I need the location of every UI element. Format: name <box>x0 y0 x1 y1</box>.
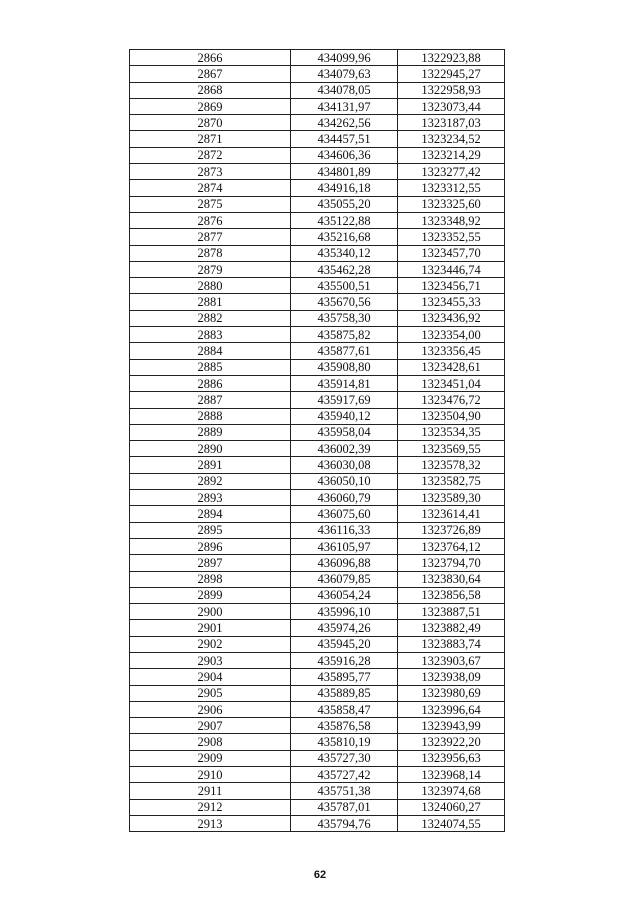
table-row <box>130 522 505 538</box>
point-number-cell: 2870 <box>130 115 291 131</box>
y-coordinate-cell: 1323428,61 <box>398 359 505 375</box>
x-coordinate-cell: 435908,80 <box>291 359 398 375</box>
x-coordinate-cell: 435500,51 <box>291 278 398 294</box>
y-coordinate-cell: 1322958,93 <box>398 82 505 98</box>
table-row <box>130 734 505 750</box>
y-coordinate-cell: 1323968,14 <box>398 767 505 783</box>
table-row <box>130 359 505 375</box>
y-coordinate-cell: 1323974,68 <box>398 783 505 799</box>
coordinates-table <box>129 49 505 832</box>
y-coordinate-cell: 1323882,49 <box>398 620 505 636</box>
table-row <box>130 82 505 98</box>
point-number-cell: 2909 <box>130 750 291 766</box>
x-coordinate-cell: 434606,36 <box>291 147 398 163</box>
y-coordinate-cell: 1323582,75 <box>398 473 505 489</box>
point-number-cell: 2913 <box>130 815 291 831</box>
point-number-cell: 2885 <box>130 359 291 375</box>
table-row <box>130 278 505 294</box>
table-row <box>130 587 505 603</box>
point-number-cell: 2875 <box>130 196 291 212</box>
y-coordinate-cell: 1323073,44 <box>398 98 505 114</box>
point-number-cell: 2889 <box>130 424 291 440</box>
point-number-cell: 2891 <box>130 457 291 473</box>
point-number-cell: 2905 <box>130 685 291 701</box>
x-coordinate-cell: 435810,19 <box>291 734 398 750</box>
x-coordinate-cell: 434457,51 <box>291 131 398 147</box>
x-coordinate-cell: 436060,79 <box>291 490 398 506</box>
y-coordinate-cell: 1323456,71 <box>398 278 505 294</box>
y-coordinate-cell: 1322945,27 <box>398 66 505 82</box>
x-coordinate-cell: 434099,96 <box>291 50 398 66</box>
x-coordinate-cell: 436116,33 <box>291 522 398 538</box>
point-number-cell: 2869 <box>130 98 291 114</box>
point-number-cell: 2886 <box>130 375 291 391</box>
x-coordinate-cell: 435794,76 <box>291 815 398 831</box>
table-row <box>130 652 505 668</box>
point-number-cell: 2901 <box>130 620 291 636</box>
point-number-cell: 2878 <box>130 245 291 261</box>
x-coordinate-cell: 436030,08 <box>291 457 398 473</box>
y-coordinate-cell: 1323883,74 <box>398 636 505 652</box>
y-coordinate-cell: 1323457,70 <box>398 245 505 261</box>
y-coordinate-cell: 1323354,00 <box>398 327 505 343</box>
table-row <box>130 261 505 277</box>
y-coordinate-cell: 1323234,52 <box>398 131 505 147</box>
point-number-cell: 2895 <box>130 522 291 538</box>
point-number-cell: 2884 <box>130 343 291 359</box>
x-coordinate-cell: 435727,42 <box>291 767 398 783</box>
point-number-cell: 2904 <box>130 669 291 685</box>
x-coordinate-cell: 435974,26 <box>291 620 398 636</box>
point-number-cell: 2906 <box>130 701 291 717</box>
x-coordinate-cell: 435895,77 <box>291 669 398 685</box>
x-coordinate-cell: 436054,24 <box>291 587 398 603</box>
table-row <box>130 701 505 717</box>
table-row <box>130 457 505 473</box>
point-number-cell: 2893 <box>130 490 291 506</box>
x-coordinate-cell: 435055,20 <box>291 196 398 212</box>
y-coordinate-cell: 1323476,72 <box>398 392 505 408</box>
table-row <box>130 343 505 359</box>
table-row <box>130 783 505 799</box>
table-row <box>130 294 505 310</box>
table-row <box>130 604 505 620</box>
table-row <box>130 327 505 343</box>
y-coordinate-cell: 1323956,63 <box>398 750 505 766</box>
y-coordinate-cell: 1323726,89 <box>398 522 505 538</box>
point-number-cell: 2880 <box>130 278 291 294</box>
table-row <box>130 245 505 261</box>
y-coordinate-cell: 1323856,58 <box>398 587 505 603</box>
y-coordinate-cell: 1323214,29 <box>398 147 505 163</box>
y-coordinate-cell: 1323996,64 <box>398 701 505 717</box>
x-coordinate-cell: 435877,61 <box>291 343 398 359</box>
point-number-cell: 2899 <box>130 587 291 603</box>
x-coordinate-cell: 435996,10 <box>291 604 398 620</box>
y-coordinate-cell: 1322923,88 <box>398 50 505 66</box>
table-row <box>130 50 505 66</box>
x-coordinate-cell: 435940,12 <box>291 408 398 424</box>
point-number-cell: 2876 <box>130 212 291 228</box>
x-coordinate-cell: 435945,20 <box>291 636 398 652</box>
y-coordinate-cell: 1323794,70 <box>398 555 505 571</box>
x-coordinate-cell: 435958,04 <box>291 424 398 440</box>
x-coordinate-cell: 435875,82 <box>291 327 398 343</box>
x-coordinate-cell: 436075,60 <box>291 506 398 522</box>
x-coordinate-cell: 435876,58 <box>291 718 398 734</box>
x-coordinate-cell: 435916,28 <box>291 652 398 668</box>
y-coordinate-cell: 1323352,55 <box>398 229 505 245</box>
point-number-cell: 2881 <box>130 294 291 310</box>
x-coordinate-cell: 435787,01 <box>291 799 398 815</box>
table-row <box>130 815 505 831</box>
table-row <box>130 212 505 228</box>
point-number-cell: 2912 <box>130 799 291 815</box>
table-row <box>130 490 505 506</box>
y-coordinate-cell: 1323943,99 <box>398 718 505 734</box>
point-number-cell: 2894 <box>130 506 291 522</box>
x-coordinate-cell: 436105,97 <box>291 538 398 554</box>
table-row <box>130 196 505 212</box>
point-number-cell: 2868 <box>130 82 291 98</box>
table-row <box>130 310 505 326</box>
point-number-cell: 2882 <box>130 310 291 326</box>
y-coordinate-cell: 1323980,69 <box>398 685 505 701</box>
x-coordinate-cell: 435462,28 <box>291 261 398 277</box>
point-number-cell: 2879 <box>130 261 291 277</box>
x-coordinate-cell: 435340,12 <box>291 245 398 261</box>
table-row <box>130 424 505 440</box>
table-row <box>130 441 505 457</box>
table-row <box>130 115 505 131</box>
y-coordinate-cell: 1323578,32 <box>398 457 505 473</box>
point-number-cell: 2866 <box>130 50 291 66</box>
table-row <box>130 571 505 587</box>
y-coordinate-cell: 1323187,03 <box>398 115 505 131</box>
point-number-cell: 2908 <box>130 734 291 750</box>
table-row <box>130 147 505 163</box>
point-number-cell: 2910 <box>130 767 291 783</box>
table-row <box>130 229 505 245</box>
point-number-cell: 2902 <box>130 636 291 652</box>
point-number-cell: 2883 <box>130 327 291 343</box>
y-coordinate-cell: 1323569,55 <box>398 441 505 457</box>
x-coordinate-cell: 436002,39 <box>291 441 398 457</box>
x-coordinate-cell: 434079,63 <box>291 66 398 82</box>
point-number-cell: 2892 <box>130 473 291 489</box>
x-coordinate-cell: 434262,56 <box>291 115 398 131</box>
point-number-cell: 2898 <box>130 571 291 587</box>
table-row <box>130 685 505 701</box>
x-coordinate-cell: 434131,97 <box>291 98 398 114</box>
table-row <box>130 636 505 652</box>
table-row <box>130 538 505 554</box>
x-coordinate-cell: 436050,10 <box>291 473 398 489</box>
point-number-cell: 2896 <box>130 538 291 554</box>
x-coordinate-cell: 435914,81 <box>291 375 398 391</box>
table-row <box>130 66 505 82</box>
point-number-cell: 2874 <box>130 180 291 196</box>
table-row <box>130 375 505 391</box>
x-coordinate-cell: 434078,05 <box>291 82 398 98</box>
y-coordinate-cell: 1323325,60 <box>398 196 505 212</box>
point-number-cell: 2888 <box>130 408 291 424</box>
y-coordinate-cell: 1323922,20 <box>398 734 505 750</box>
y-coordinate-cell: 1323887,51 <box>398 604 505 620</box>
table-row <box>130 620 505 636</box>
point-number-cell: 2903 <box>130 652 291 668</box>
table-row <box>130 767 505 783</box>
coordinates-table-body <box>130 50 505 832</box>
y-coordinate-cell: 1323830,64 <box>398 571 505 587</box>
x-coordinate-cell: 435727,30 <box>291 750 398 766</box>
point-number-cell: 2887 <box>130 392 291 408</box>
y-coordinate-cell: 1323455,33 <box>398 294 505 310</box>
table-row <box>130 718 505 734</box>
x-coordinate-cell: 435917,69 <box>291 392 398 408</box>
x-coordinate-cell: 436096,88 <box>291 555 398 571</box>
point-number-cell: 2867 <box>130 66 291 82</box>
y-coordinate-cell: 1323312,55 <box>398 180 505 196</box>
x-coordinate-cell: 434916,18 <box>291 180 398 196</box>
y-coordinate-cell: 1323589,30 <box>398 490 505 506</box>
table-row <box>130 131 505 147</box>
x-coordinate-cell: 435670,56 <box>291 294 398 310</box>
x-coordinate-cell: 435889,85 <box>291 685 398 701</box>
point-number-cell: 2871 <box>130 131 291 147</box>
point-number-cell: 2911 <box>130 783 291 799</box>
table-row <box>130 392 505 408</box>
table-row <box>130 164 505 180</box>
page-number: 62 <box>313 869 327 881</box>
point-number-cell: 2873 <box>130 164 291 180</box>
x-coordinate-cell: 435858,47 <box>291 701 398 717</box>
y-coordinate-cell: 1323451,04 <box>398 375 505 391</box>
point-number-cell: 2872 <box>130 147 291 163</box>
table-row <box>130 408 505 424</box>
table-row <box>130 669 505 685</box>
x-coordinate-cell: 435216,68 <box>291 229 398 245</box>
point-number-cell: 2897 <box>130 555 291 571</box>
x-coordinate-cell: 434801,89 <box>291 164 398 180</box>
table-row <box>130 799 505 815</box>
y-coordinate-cell: 1323446,74 <box>398 261 505 277</box>
point-number-cell: 2907 <box>130 718 291 734</box>
point-number-cell: 2877 <box>130 229 291 245</box>
x-coordinate-cell: 435122,88 <box>291 212 398 228</box>
point-number-cell: 2890 <box>130 441 291 457</box>
x-coordinate-cell: 435751,38 <box>291 783 398 799</box>
table-row <box>130 750 505 766</box>
point-number-cell: 2900 <box>130 604 291 620</box>
table-row <box>130 506 505 522</box>
y-coordinate-cell: 1323534,35 <box>398 424 505 440</box>
y-coordinate-cell: 1323764,12 <box>398 538 505 554</box>
y-coordinate-cell: 1323356,45 <box>398 343 505 359</box>
x-coordinate-cell: 436079,85 <box>291 571 398 587</box>
table-row <box>130 473 505 489</box>
y-coordinate-cell: 1324074,55 <box>398 815 505 831</box>
y-coordinate-cell: 1323436,92 <box>398 310 505 326</box>
table-row <box>130 98 505 114</box>
x-coordinate-cell: 435758,30 <box>291 310 398 326</box>
table-row <box>130 180 505 196</box>
y-coordinate-cell: 1323614,41 <box>398 506 505 522</box>
y-coordinate-cell: 1323348,92 <box>398 212 505 228</box>
y-coordinate-cell: 1324060,27 <box>398 799 505 815</box>
y-coordinate-cell: 1323938,09 <box>398 669 505 685</box>
y-coordinate-cell: 1323277,42 <box>398 164 505 180</box>
table-row <box>130 555 505 571</box>
y-coordinate-cell: 1323504,90 <box>398 408 505 424</box>
y-coordinate-cell: 1323903,67 <box>398 652 505 668</box>
